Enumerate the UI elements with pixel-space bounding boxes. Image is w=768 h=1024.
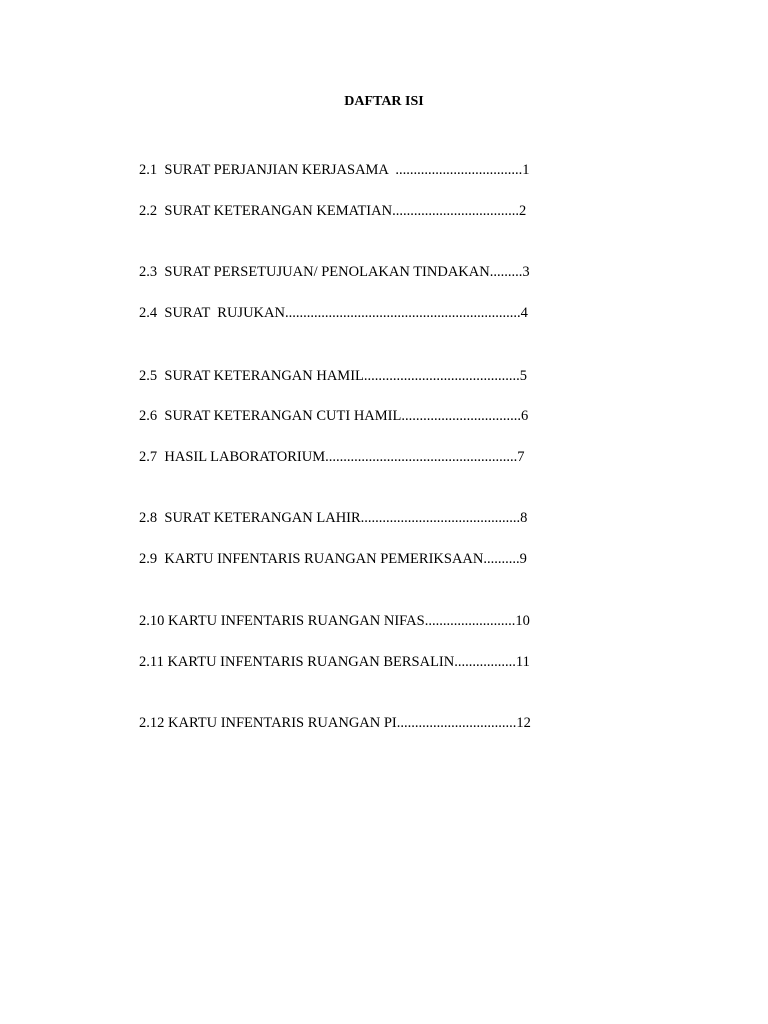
toc-entry-2-2: 2.2 SURAT KETERANGAN KEMATIAN...................................2 (139, 203, 527, 219)
toc-entry-2-4: 2.4 SURAT RUJUKAN.................................................................4 (139, 305, 528, 321)
toc-entry-2-7: 2.7 HASIL LABORATORIUM.....................................................7 (139, 449, 525, 465)
toc-entry-2-1: 2.1 SURAT PERJANJIAN KERJASAMA ...................................1 (139, 162, 530, 178)
toc-entry-2-6: 2.6 SURAT KETERANGAN CUTI HAMIL.................................6 (139, 408, 529, 424)
toc-entry-2-3: 2.3 SURAT PERSETUJUAN/ PENOLAKAN TINDAKAN.........3 (139, 264, 530, 280)
toc-entry-2-9: 2.9 KARTU INFENTARIS RUANGAN PEMERIKSAAN..........9 (139, 551, 527, 567)
toc-entry-2-11: 2.11 KARTU INFENTARIS RUANGAN BERSALIN.................11 (139, 654, 530, 670)
toc-entry-2-5: 2.5 SURAT KETERANGAN HAMIL...........................................5 (139, 368, 528, 384)
page-title: DAFTAR ISI (344, 94, 424, 109)
toc-entry-2-10: 2.10 KARTU INFENTARIS RUANGAN NIFAS.........................10 (139, 613, 530, 629)
toc-entry-2-8: 2.8 SURAT KETERANGAN LAHIR............................................8 (139, 510, 528, 526)
toc-entry-2-12: 2.12 KARTU INFENTARIS RUANGAN PI.................................12 (139, 715, 531, 731)
